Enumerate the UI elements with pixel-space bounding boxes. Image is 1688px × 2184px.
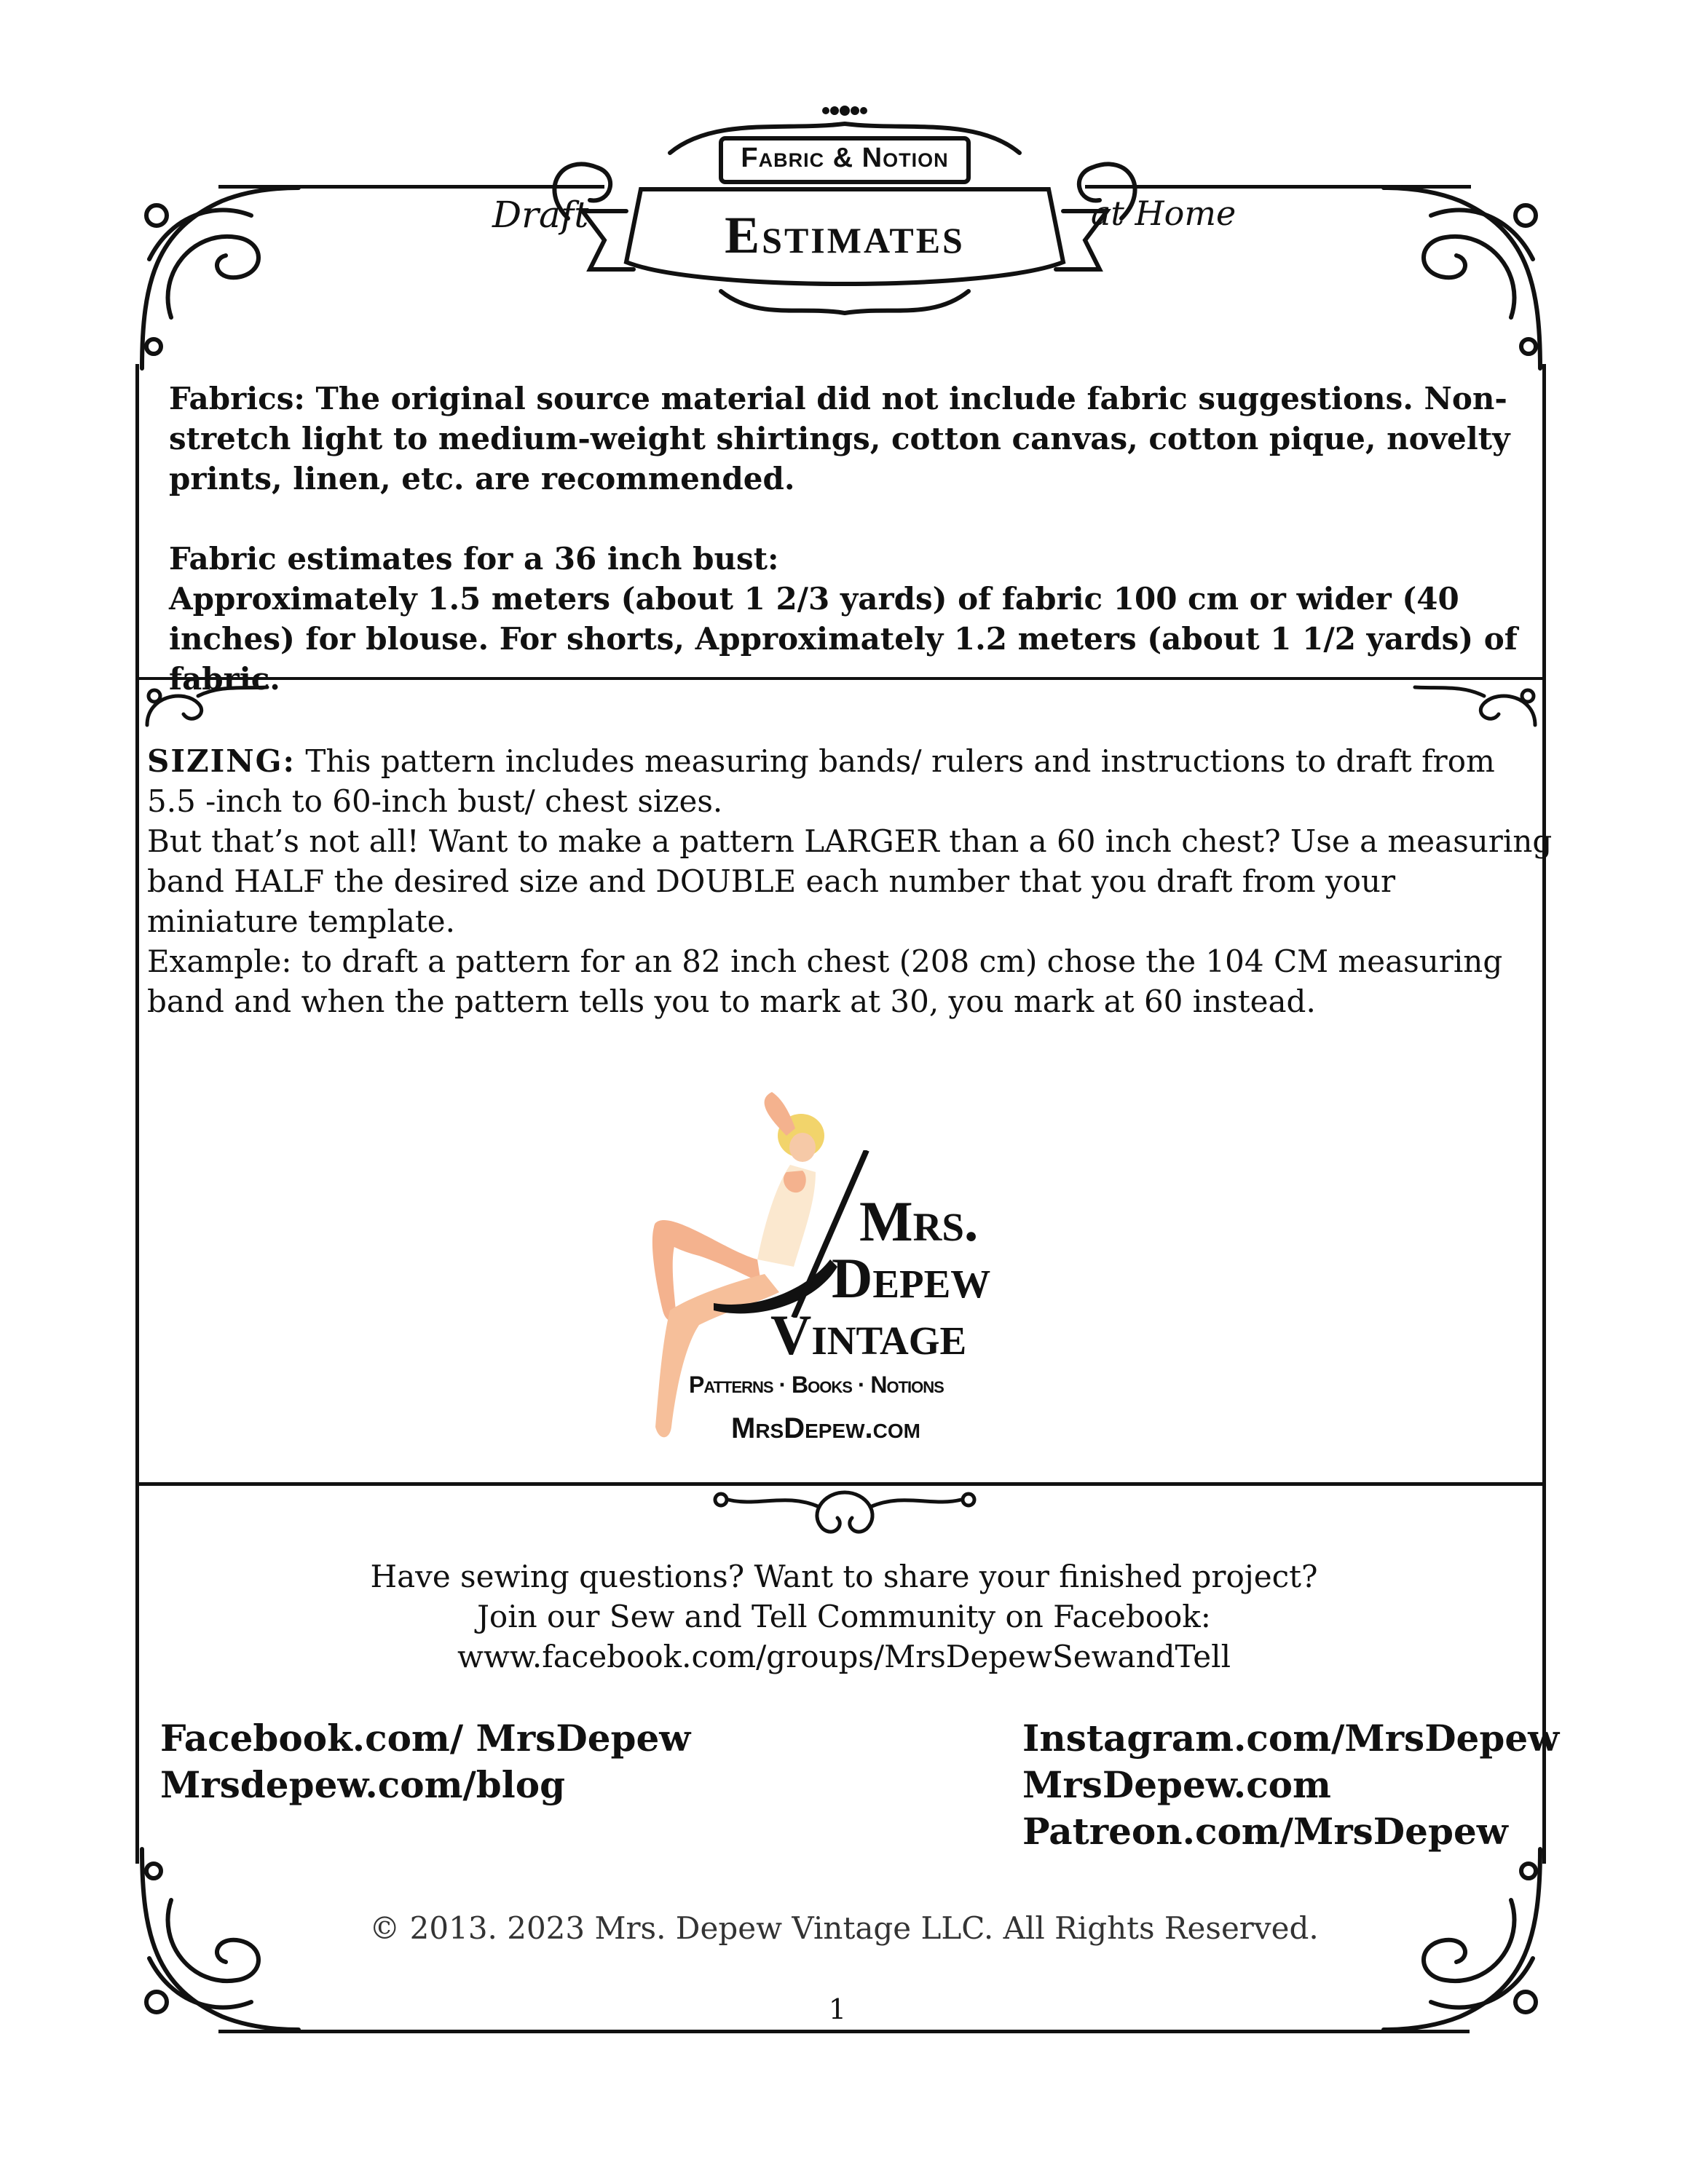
banner-subtitle: Fabric & Notion — [741, 143, 949, 173]
links-left — [160, 1715, 690, 1808]
fabrics-paragraph: Fabrics: The original source material did not include fabric suggestions. Non-stretch light to medium-weight shirtings, cotton canvas, cotton pique, novelty prints, linen, etc. are recommended. — [169, 381, 1510, 496]
sizing-text-2: But that’s not all! Want to make a pattern LARGER than a 60 inch chest? Use a measuring band HALF the desired size and DOUBLE each number that you draft from your miniature template. — [147, 823, 1553, 939]
facebook-link[interactable]: Facebook.com/ MrsDepew — [160, 1717, 691, 1760]
brand-logo — [641, 1092, 990, 1456]
logo-tagline: Patterns · Books · Notions — [689, 1372, 944, 1398]
blog-link[interactable]: Mrsdepew.com/blog — [160, 1763, 566, 1806]
community-line-1: Have sewing questions? Want to share your finished project? — [370, 1559, 1318, 1594]
fabric-estimate-heading: Fabric estimates for a 36 inch bust: — [169, 541, 779, 577]
divider-flourish-center-icon — [699, 1485, 990, 1543]
copyright: © 2013. 2023 Mrs. Depew Vintage LLC. All Rights Reserved. — [369, 1910, 1319, 1946]
frame-bottom-line — [218, 2030, 1470, 2033]
corner-ornament-top-left-icon — [127, 172, 302, 376]
sizing-label: SIZING: — [147, 743, 296, 779]
sizing-text-3: Example: to draft a pattern for an 82 inch chest (208 cm) chose the 104 CM measuring band and when the pattern tells you to mark at 30, you mark at 60 instead. — [147, 943, 1503, 1019]
fabric-estimate-text: Approximately 1.5 meters (about 1 2/3 yards) of fabric 100 cm or wider (40 inches) for blouse. For shorts, Approximately 1.2 meters (about 1 1/2 yards) of fabric. — [169, 581, 1518, 697]
frame-left-line — [135, 364, 139, 1864]
logo-site: MrsDepew.com — [731, 1412, 920, 1444]
community-group-link[interactable]: www.facebook.com/groups/MrsDepewSewandTell — [457, 1639, 1231, 1674]
community-section — [218, 1556, 1470, 1677]
logo-line-1: Mrs. — [859, 1190, 979, 1253]
sizing-text-1: This pattern includes measuring bands/ rulers and instructions to draft from 5.5 -inch to 60-inch bust/ chest sizes. — [147, 743, 1495, 819]
patreon-link[interactable]: Patreon.com/MrsDepew — [1022, 1810, 1508, 1853]
logo-line-2: Depew — [832, 1246, 991, 1310]
header-script-right: at Home — [1091, 194, 1237, 233]
banner-title: Estimates — [725, 206, 965, 264]
website-link[interactable]: MrsDepew.com — [1022, 1763, 1331, 1806]
links-right — [1022, 1715, 1559, 1855]
sizing-section — [147, 741, 1553, 1021]
page-number: 1 — [828, 1993, 847, 2025]
fabrics-section — [169, 379, 1538, 699]
header-script-left: Draft — [492, 194, 589, 236]
community-line-2: Join our Sew and Tell Community on Facebook: — [477, 1599, 1211, 1634]
logo-line-3: Vintage — [770, 1303, 967, 1366]
instagram-link[interactable]: Instagram.com/MrsDepew — [1022, 1717, 1560, 1760]
corner-ornament-top-right-icon — [1380, 172, 1555, 376]
frame-right-line — [1542, 364, 1546, 1864]
